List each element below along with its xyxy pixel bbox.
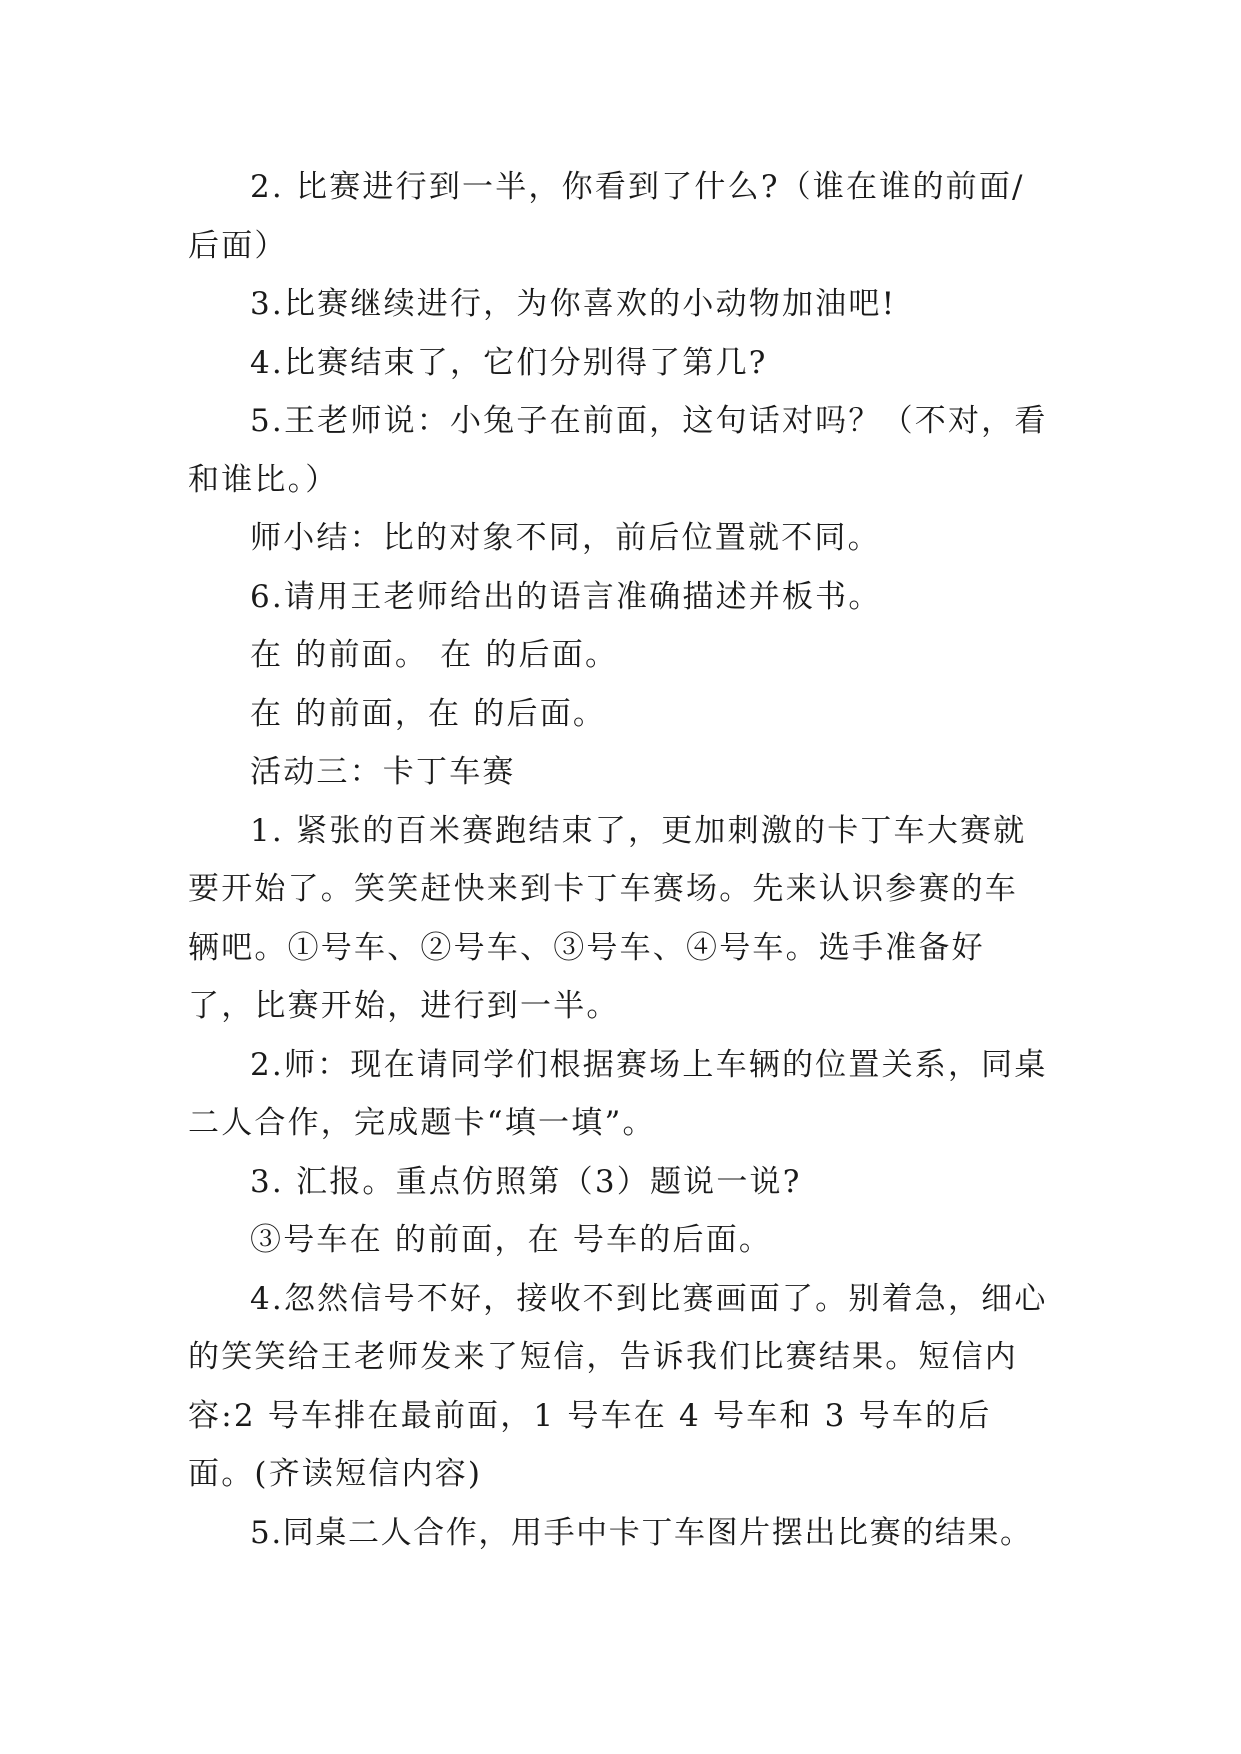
paragraph-step-5: 5.王老师说：小兔子在前面，这句话对吗？（不对，看和谁比。） [188, 403, 1048, 498]
paragraph-step-4: 4.比赛结束了，它们分别得了第几? [250, 344, 768, 381]
document-body [188, 158, 1050, 1562]
paragraph-kart-step-5: 5.同桌二人合作，用手中卡丁车图片摆出比赛的结果。 [250, 1514, 1033, 1551]
paragraph-step-3: 3.比赛继续进行，为你喜欢的小动物加油吧! [250, 286, 897, 322]
paragraph-kart-step-3: 3. 汇报。重点仿照第（3）题说一说? [250, 1163, 802, 1200]
paragraph-kart-fill-template: ③号车在 的前面，在 号车的后面。 [250, 1222, 773, 1258]
paragraph-kart-step-2: 2.师：现在请同学们根据赛场上车辆的位置关系，同桌二人合作，完成题卡“填一填”。 [188, 1046, 1048, 1141]
paragraph-step-2: 2. 比赛进行到一半，你看到了什么?（谁在谁的前面/后面） [188, 169, 1025, 264]
paragraph-fill-template-1: 在 的前面。 在 的后面。 [250, 637, 619, 673]
paragraph-kart-step-1: 1. 紧张的百米赛跑结束了，更加刺激的卡丁车大赛就要开始了。笑笑赶快来到卡丁车赛场。先来认识参赛的车辆吧。①号车、②号车、③号车、④号车。选手准备好了，比赛开始，进行到一半。 [188, 812, 1027, 1024]
section-heading-activity-three: 活动三：卡丁车赛 [250, 754, 516, 790]
paragraph-teacher-summary: 师小结：比的对象不同，前后位置就不同。 [250, 520, 881, 556]
paragraph-kart-step-4: 4.忽然信号不好，接收不到比赛画面了。别着急，细心的笑笑给王老师发来了短信，告诉我们比赛结果。短信内容:2 号车排在最前面，1 号车在 4 号车和 3 号车的后面。(齐读短信内容) [188, 1280, 1048, 1492]
paragraph-fill-template-2: 在 的前面，在 的后面。 [250, 695, 607, 732]
paragraph-step-6: 6.请用王老师给出的语言准确描述并板书。 [250, 578, 882, 615]
